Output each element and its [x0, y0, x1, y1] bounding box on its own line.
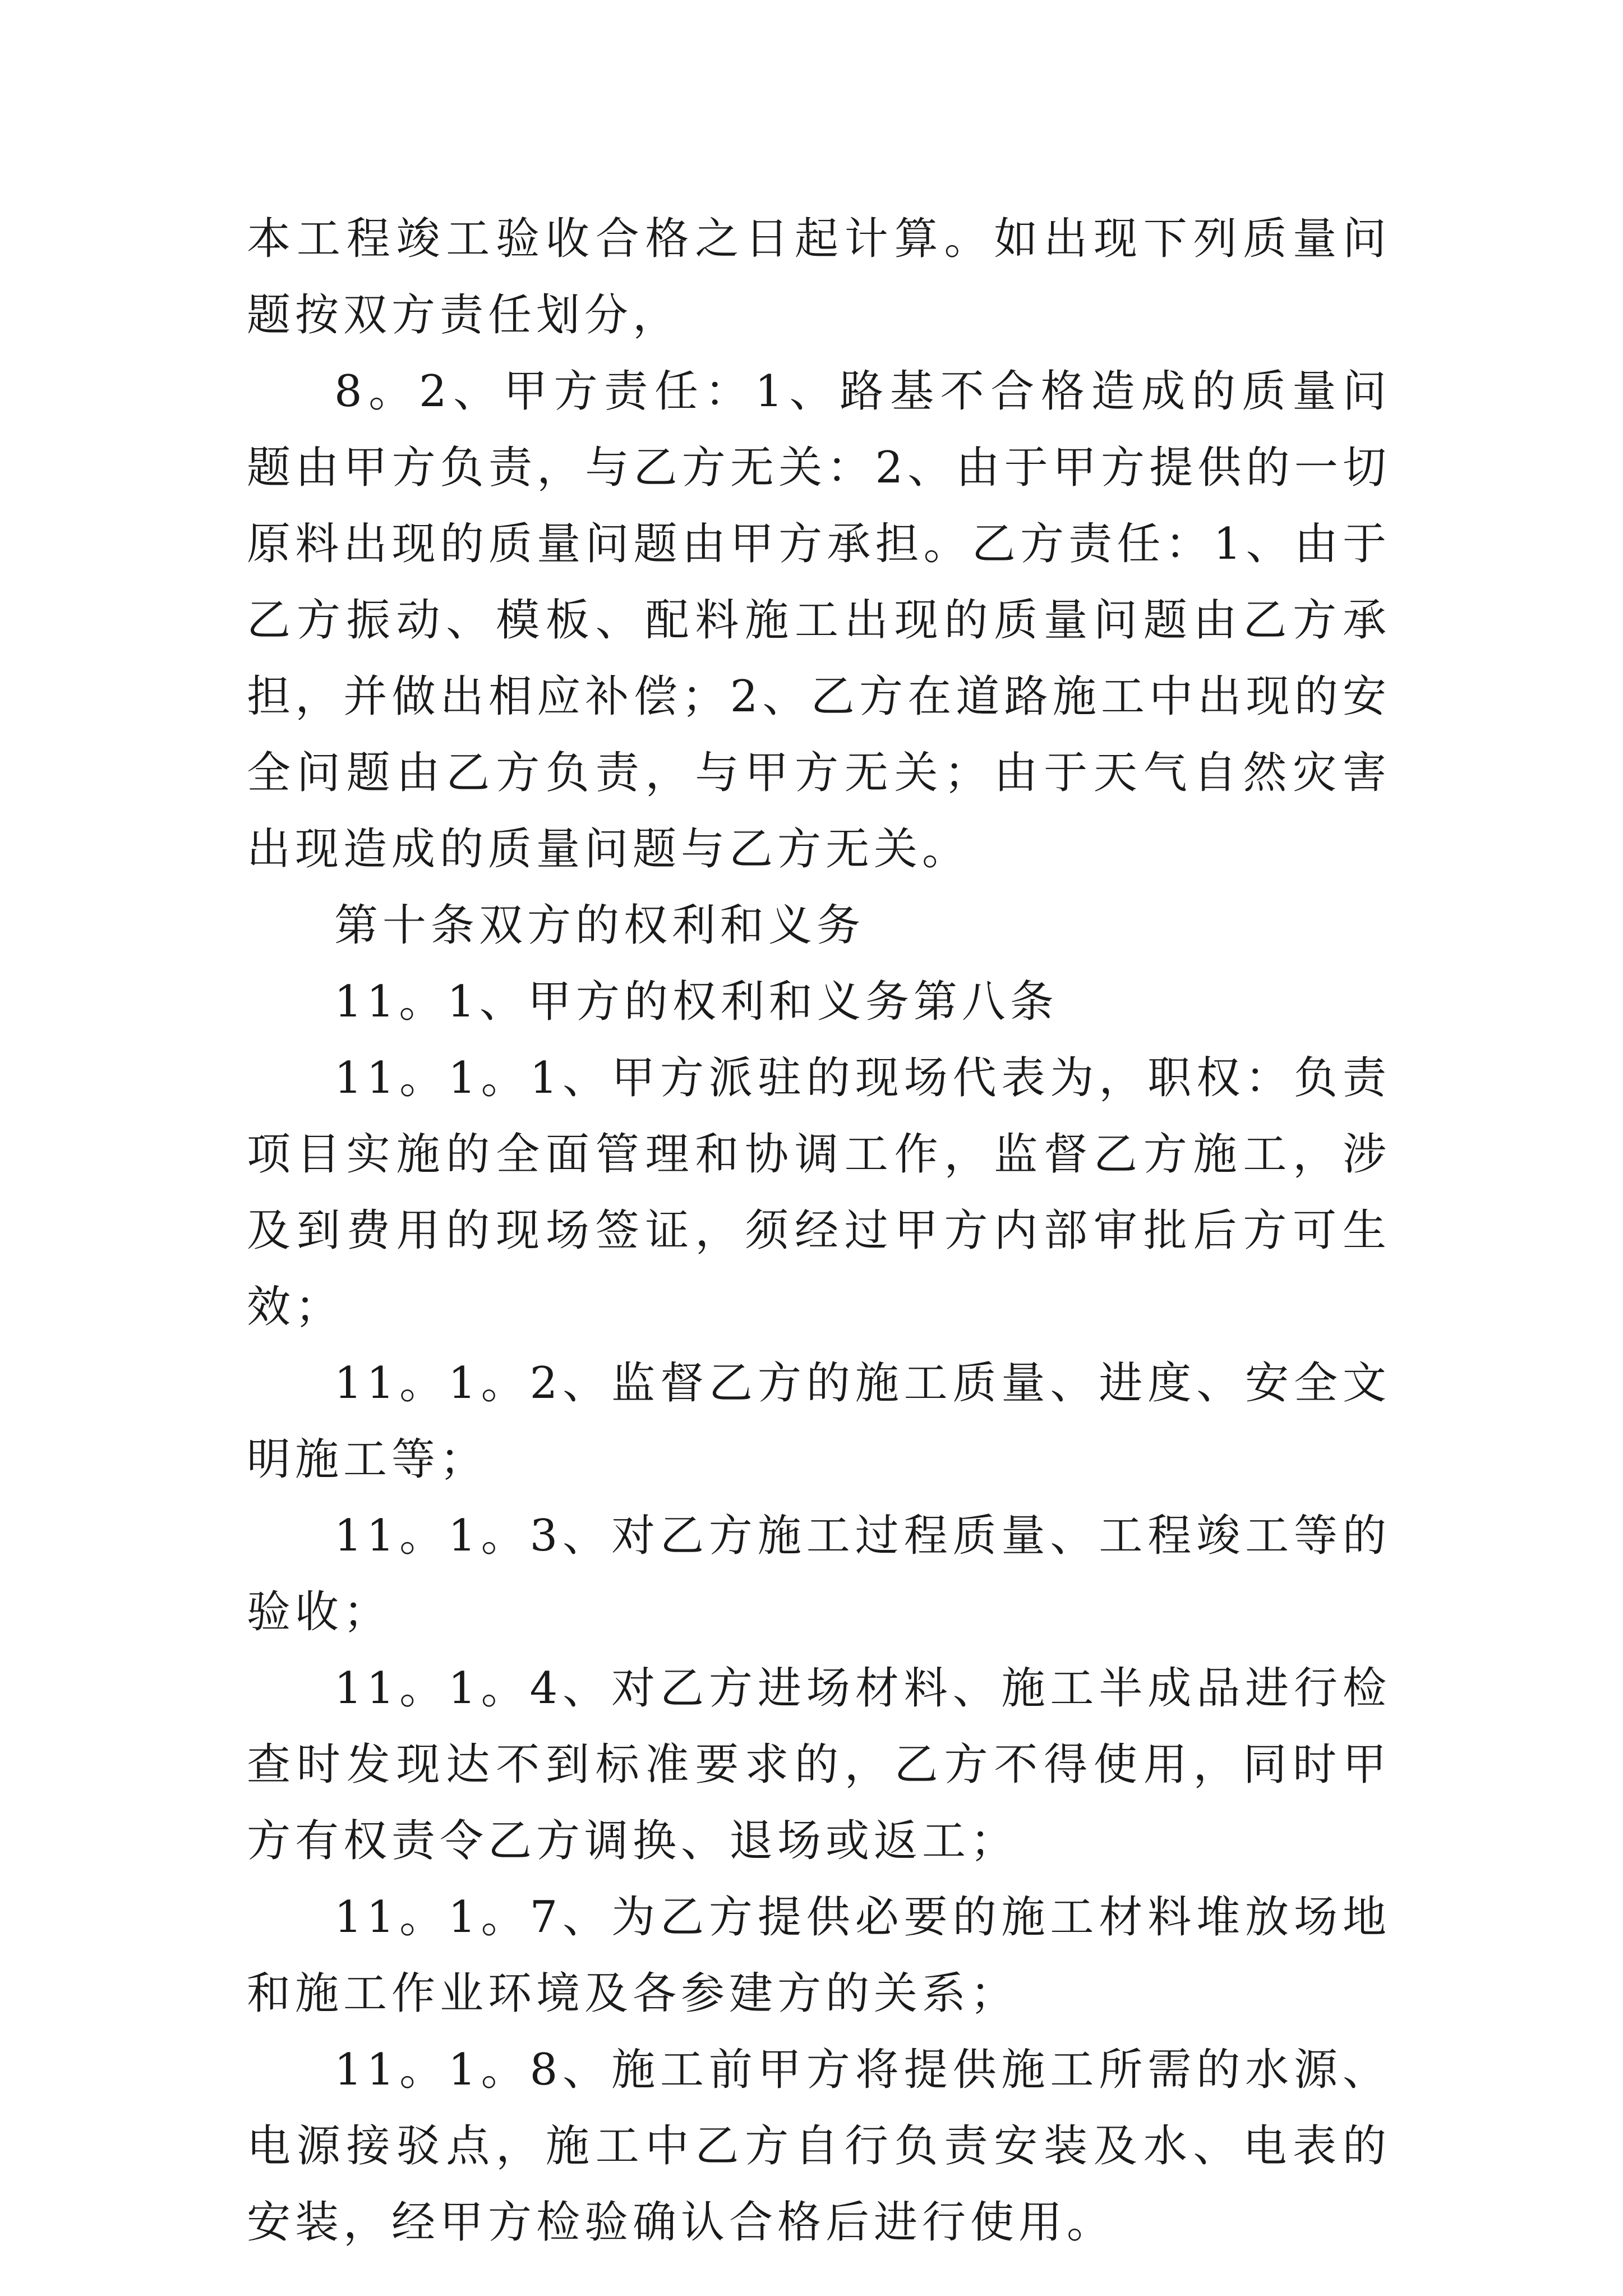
- paragraph-9: 11。1。7、为乙方提供必要的施工材料堆放场地和施工作业环境及各参建方的关系；: [247, 1892, 1391, 2019]
- paragraph-5: 11。1。1、甲方派驻的现场代表为，职权：负责项目实施的全面管理和协调工作，监督乙方施工，涉及到费用的现场签证，须经过甲方内部审批后方可生效；: [247, 1053, 1391, 1332]
- paragraph-4: 11。1、甲方的权利和义务第八条: [334, 977, 1058, 1027]
- paragraph-1: 本工程竣工验收合格之日起计算。如出现下列质量问题按双方责任划分，: [247, 214, 1391, 341]
- paragraph-8: 11。1。4、对乙方进场材料、施工半成品进行检查时发现达不到标准要求的，乙方不得使用，同时甲方有权责令乙方调换、退场或返工；: [247, 1663, 1391, 1866]
- paragraph-6: 11。1。2、监督乙方的施工质量、进度、安全文明施工等；: [247, 1358, 1391, 1485]
- section-heading: 第十条双方的权利和义务: [334, 900, 865, 951]
- document-body: [247, 201, 1391, 2261]
- paragraph-7: 11。1。3、对乙方施工过程质量、工程竣工等的验收；: [247, 1511, 1391, 1637]
- paragraph-2: 8。2、甲方责任：1、路基不合格造成的质量问题由甲方负责，与乙方无关：2、由于甲方提供的一切原料出现的质量问题由甲方承担。乙方责任：1、由于乙方振动、模板、配料施工出现的质量问题由乙方承担，并做出相应补偿；2、乙方在道路施工中出现的安全问题由乙方负责，与甲方无关；由于天气自然灾害出现造成的质量问题与乙方无关。: [247, 366, 1391, 875]
- paragraph-10: 11。1。8、施工前甲方将提供施工所需的水源、电源接驳点，施工中乙方自行负责安装及水、电表的安装，经甲方检验确认合格后进行使用。: [247, 2045, 1391, 2248]
